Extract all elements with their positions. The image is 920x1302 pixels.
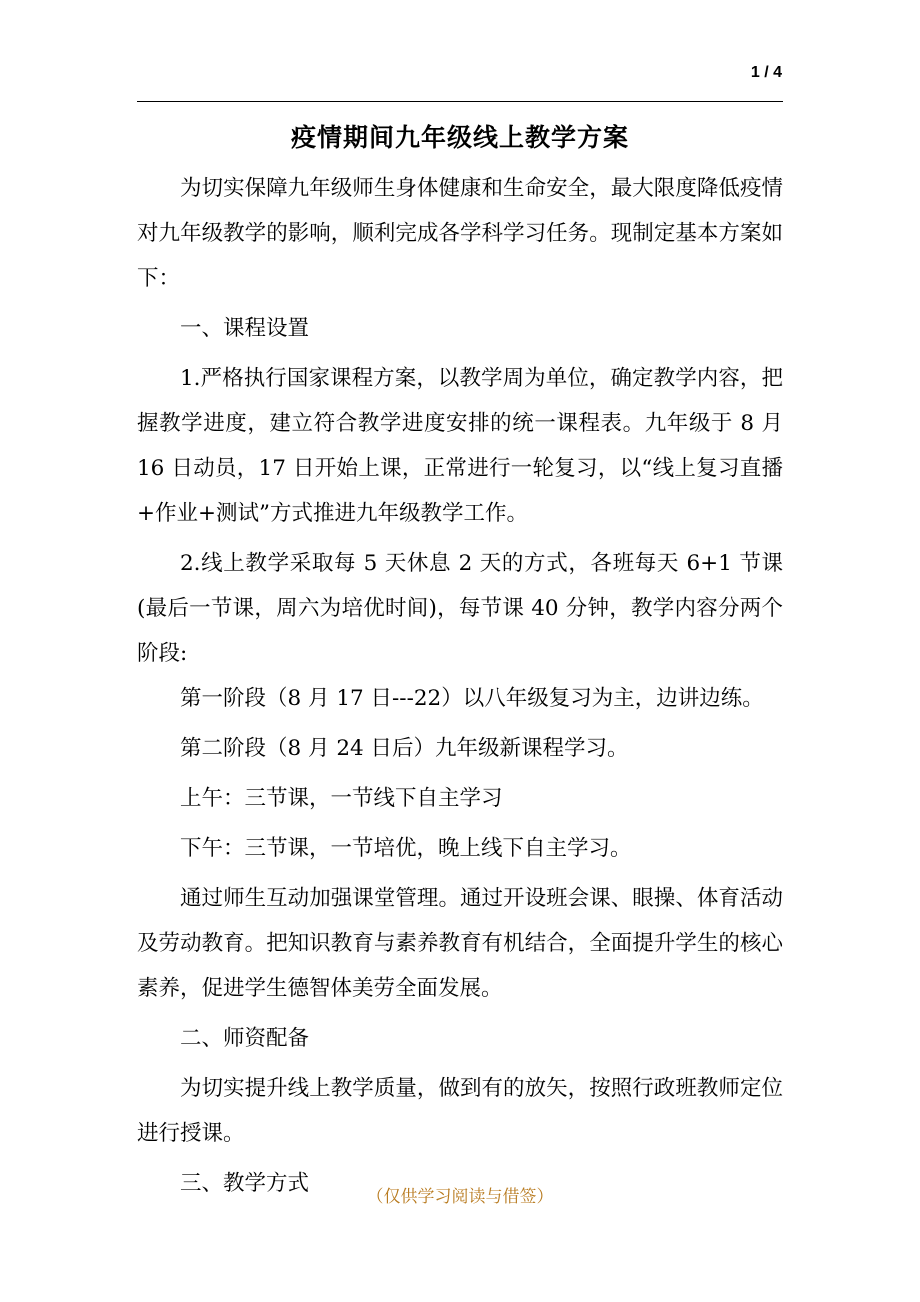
section-heading-teaching-method: 三、教学方式 [180, 1171, 310, 1196]
section-heading-teachers: 二、师资配备 [180, 1026, 310, 1051]
header-divider [137, 101, 783, 102]
document-title: 疫情期间九年级线上教学方案 [290, 123, 629, 152]
intro-paragraph: 为切实保障九年级师生身体健康和生命安全，最大限度降低疫情对九年级教学的影响，顺利完成各学科学习任务。现制定基本方案如下： [137, 176, 783, 291]
paragraph-morning: 上午：三节课，一节线下自主学习 [180, 786, 503, 811]
paragraph-item-2: 2.线上教学采取每 5 天休息 2 天的方式，各班每天 6+1 节课(最后一节课，周六为培优时间)，每节课 40 分钟，教学内容分两个阶段: [137, 551, 783, 666]
page-number: 1 / 4 [750, 64, 782, 81]
document-body [137, 166, 783, 1211]
footer-note: （仅供学习阅读与借签） [366, 1187, 554, 1207]
paragraph-phase-1: 第一阶段（8 月 17 日---22）以八年级复习为主，边讲边练。 [180, 686, 764, 711]
section-heading-course-setup: 一、课程设置 [180, 316, 310, 341]
paragraph-afternoon: 下午：三节课，一节培优，晚上线下自主学习。 [180, 836, 632, 861]
paragraph-classroom-management: 通过师生互动加强课堂管理。通过开设班会课、眼操、体育活动及劳动教育。把知识教育与素养教育有机结合，全面提升学生的核心素养，促进学生德智体美劳全面发展。 [137, 886, 783, 1001]
paragraph-teachers: 为切实提升线上教学质量，做到有的放矢，按照行政班教师定位进行授课。 [137, 1076, 783, 1146]
paragraph-phase-2: 第二阶段（8 月 24 日后）九年级新课程学习。 [180, 736, 629, 761]
paragraph-item-1: 1.严格执行国家课程方案，以教学周为单位，确定教学内容，把握教学进度，建立符合教学进度安排的统一课程表。九年级于 8 月 16 日动员，17 日开始上课，正常进行一轮复习，以“线上复习直播+作业+测试”方式推进九年级教学工作。 [137, 366, 783, 526]
